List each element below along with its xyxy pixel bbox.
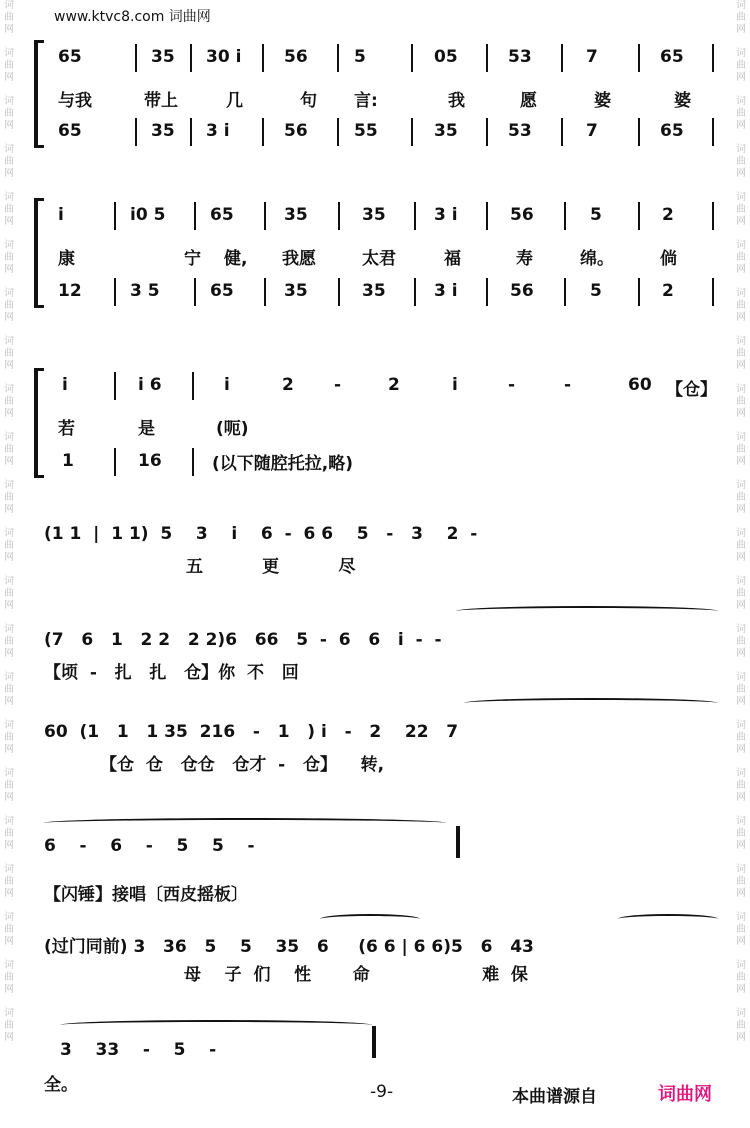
note: - (508, 375, 516, 395)
barline (564, 202, 566, 230)
slur (464, 698, 718, 708)
barline (561, 44, 563, 72)
note: i (224, 375, 230, 395)
barline (638, 278, 640, 306)
note: 35 (284, 205, 308, 225)
lyric: 我 (448, 91, 465, 111)
note: 35 (284, 281, 308, 301)
lyric-line (34, 240, 718, 270)
note: 65 (660, 121, 684, 141)
note: 3 i (206, 121, 230, 141)
note: i (452, 375, 458, 395)
note: 7 (586, 47, 598, 67)
lyric: 太君 (362, 249, 396, 269)
note: - (334, 375, 342, 395)
lyric-line-4: 五 更 尽 (186, 557, 356, 577)
barline (337, 44, 339, 72)
barline (414, 278, 416, 306)
barline (337, 118, 339, 146)
barline (192, 448, 194, 476)
barline (264, 278, 266, 306)
barline (114, 448, 116, 476)
barline (712, 118, 714, 146)
note: 65 (660, 47, 684, 67)
lyric: 是 (138, 419, 155, 439)
lyric: 带上 (144, 91, 178, 111)
barline (114, 278, 116, 306)
barline (561, 118, 563, 146)
note: 65 (58, 47, 82, 67)
score-system-1 (34, 40, 718, 148)
staff-top-line (34, 202, 718, 232)
barline (486, 118, 488, 146)
percussion-mark: 【仓】 (666, 380, 717, 400)
barline (114, 372, 116, 400)
note: 05 (434, 47, 458, 67)
note: 53 (508, 121, 532, 141)
note: 55 (354, 121, 378, 141)
lyric-line-8: 母 子 们 性 命 难 保 (184, 965, 528, 985)
staff-bottom-line (34, 278, 718, 308)
score-system-2 (34, 198, 718, 308)
barline (135, 118, 137, 146)
lyric: 婆 (594, 91, 611, 111)
lyric: 几 (226, 91, 243, 111)
lyric-line-9: 全。 (44, 1075, 78, 1095)
lyric: 我愿 (282, 249, 316, 269)
barline (414, 202, 416, 230)
note: 30 i (206, 47, 242, 67)
note: 56 (510, 281, 534, 301)
lyric: 健, (224, 249, 248, 269)
lyric: 句 (300, 91, 317, 111)
lyric: 婆 (674, 91, 691, 111)
end-barline (372, 1026, 376, 1058)
staff-bottom-line (34, 118, 718, 148)
lyric-line-5: 【顷 - 扎 扎 仓】你 不 回 (44, 663, 299, 683)
lyric: 绵。 (580, 249, 614, 269)
barline (712, 202, 714, 230)
barline (411, 118, 413, 146)
note: 16 (138, 451, 162, 471)
header-url[interactable]: www.ktvc8.com 词曲网 (54, 9, 211, 25)
note: 65 (58, 121, 82, 141)
page-number: -9- (370, 1082, 394, 1102)
slur (618, 914, 718, 924)
staff-bottom-line (34, 448, 718, 478)
note: 5 (354, 47, 366, 67)
slur (60, 1020, 372, 1030)
note: 65 (210, 205, 234, 225)
slur (320, 914, 420, 924)
note: i (58, 205, 64, 225)
notation-line-4: (1 1 | 1 1) 5 3 i 6 - 6 6 5 - 3 2 - (44, 524, 478, 544)
notation-line-7: 6 - 6 - 5 5 - (44, 836, 255, 856)
note: 35 (151, 121, 175, 141)
note: 2 (388, 375, 400, 395)
barline (564, 278, 566, 306)
staff-top-line (34, 44, 718, 74)
note: 5 (590, 205, 602, 225)
note: 56 (284, 47, 308, 67)
note: 3 i (434, 205, 458, 225)
end-barline (456, 826, 460, 858)
barline (262, 44, 264, 72)
barline (638, 44, 640, 72)
note: 35 (434, 121, 458, 141)
barline (264, 202, 266, 230)
barline (192, 372, 194, 400)
lyric: 倘 (660, 249, 677, 269)
barline (190, 118, 192, 146)
lyric: 寿 (516, 249, 533, 269)
notation-line-9: 3 33 - 5 - (60, 1040, 217, 1060)
note: 56 (510, 205, 534, 225)
note: 35 (151, 47, 175, 67)
notation-line-5: (7 6 1 2 2 2 2)6 66 5 - 6 6 i - - (44, 630, 442, 650)
barline (712, 44, 714, 72)
lyric: 言: (354, 91, 378, 111)
performance-note: (以下随腔托拉,略) (212, 454, 353, 474)
notation-line-8: (过门同前) 3 36 5 5 35 6 (6 6 | 6 6)5 6 43 (44, 937, 534, 957)
note: 1 (62, 451, 74, 471)
notation-line-6: 60 (1 1 1 35 216 - 1 ) i - 2 22 7 (44, 722, 459, 742)
staff-top-line (34, 372, 718, 402)
note: 2 (662, 205, 674, 225)
barline (486, 278, 488, 306)
lyric: 康 (58, 249, 75, 269)
barline (114, 202, 116, 230)
barline (135, 44, 137, 72)
note: 2 (662, 281, 674, 301)
note: 35 (362, 281, 386, 301)
note: 7 (586, 121, 598, 141)
note: i 6 (138, 375, 162, 395)
barline (411, 44, 413, 72)
note: 12 (58, 281, 82, 301)
note: 3 i (434, 281, 458, 301)
barline (194, 202, 196, 230)
watermark-right: 词 曲 网 词 曲 网 词 曲 网 词 曲 网 词 曲 网 词 曲 网 词 曲 网 词 曲 网 词 曲 网 词 曲 网 词 曲 网 词 曲 网 词 曲 网 词 曲 网 词 曲 网 词 曲 网 词 曲 网 词 曲 网 词 曲 网 词 曲 网 词 曲 网 词 曲 网 (736, 0, 746, 1043)
barline (486, 44, 488, 72)
note: i0 5 (130, 205, 166, 225)
barline (638, 118, 640, 146)
slur (456, 606, 718, 616)
section-title: 【闪锤】接唱〔西皮摇板〕 (44, 885, 248, 905)
note: 65 (210, 281, 234, 301)
note: 60 (628, 375, 652, 395)
lyric-line (34, 82, 718, 112)
barline (712, 278, 714, 306)
lyric: 福 (444, 249, 461, 269)
note: - (564, 375, 572, 395)
lyric-line-6: 【仓 仓 仓仓 仓才 - 仓】 转, (100, 755, 385, 775)
note: i (62, 375, 68, 395)
slur (44, 818, 446, 828)
lyric: 与我 (58, 91, 92, 111)
lyric: (呃) (216, 419, 249, 439)
lyric-line (34, 410, 718, 440)
barline (194, 278, 196, 306)
note: 53 (508, 47, 532, 67)
note: 35 (362, 205, 386, 225)
note: 3 5 (130, 281, 160, 301)
watermark-left: 词 曲 网 词 曲 网 词 曲 网 词 曲 网 词 曲 网 词 曲 网 词 曲 网 词 曲 网 词 曲 网 词 曲 网 词 曲 网 词 曲 网 词 曲 网 词 曲 网 词 曲 网 词 曲 网 词 曲 网 词 曲 网 词 曲 网 词 曲 网 词 曲 网 词 曲 网 (4, 0, 14, 1043)
note: 56 (284, 121, 308, 141)
lyric: 若 (58, 419, 75, 439)
barline (338, 278, 340, 306)
note: 2 (282, 375, 294, 395)
site-logo[interactable]: 词曲网 (658, 1084, 712, 1105)
barline (190, 44, 192, 72)
lyric: 愿 (520, 91, 537, 111)
barline (262, 118, 264, 146)
note: 5 (590, 281, 602, 301)
source-text: 本曲谱源自 (512, 1087, 597, 1107)
barline (486, 202, 488, 230)
score-system-3 (34, 368, 718, 478)
barline (638, 202, 640, 230)
lyric: 宁 (184, 249, 201, 269)
barline (338, 202, 340, 230)
